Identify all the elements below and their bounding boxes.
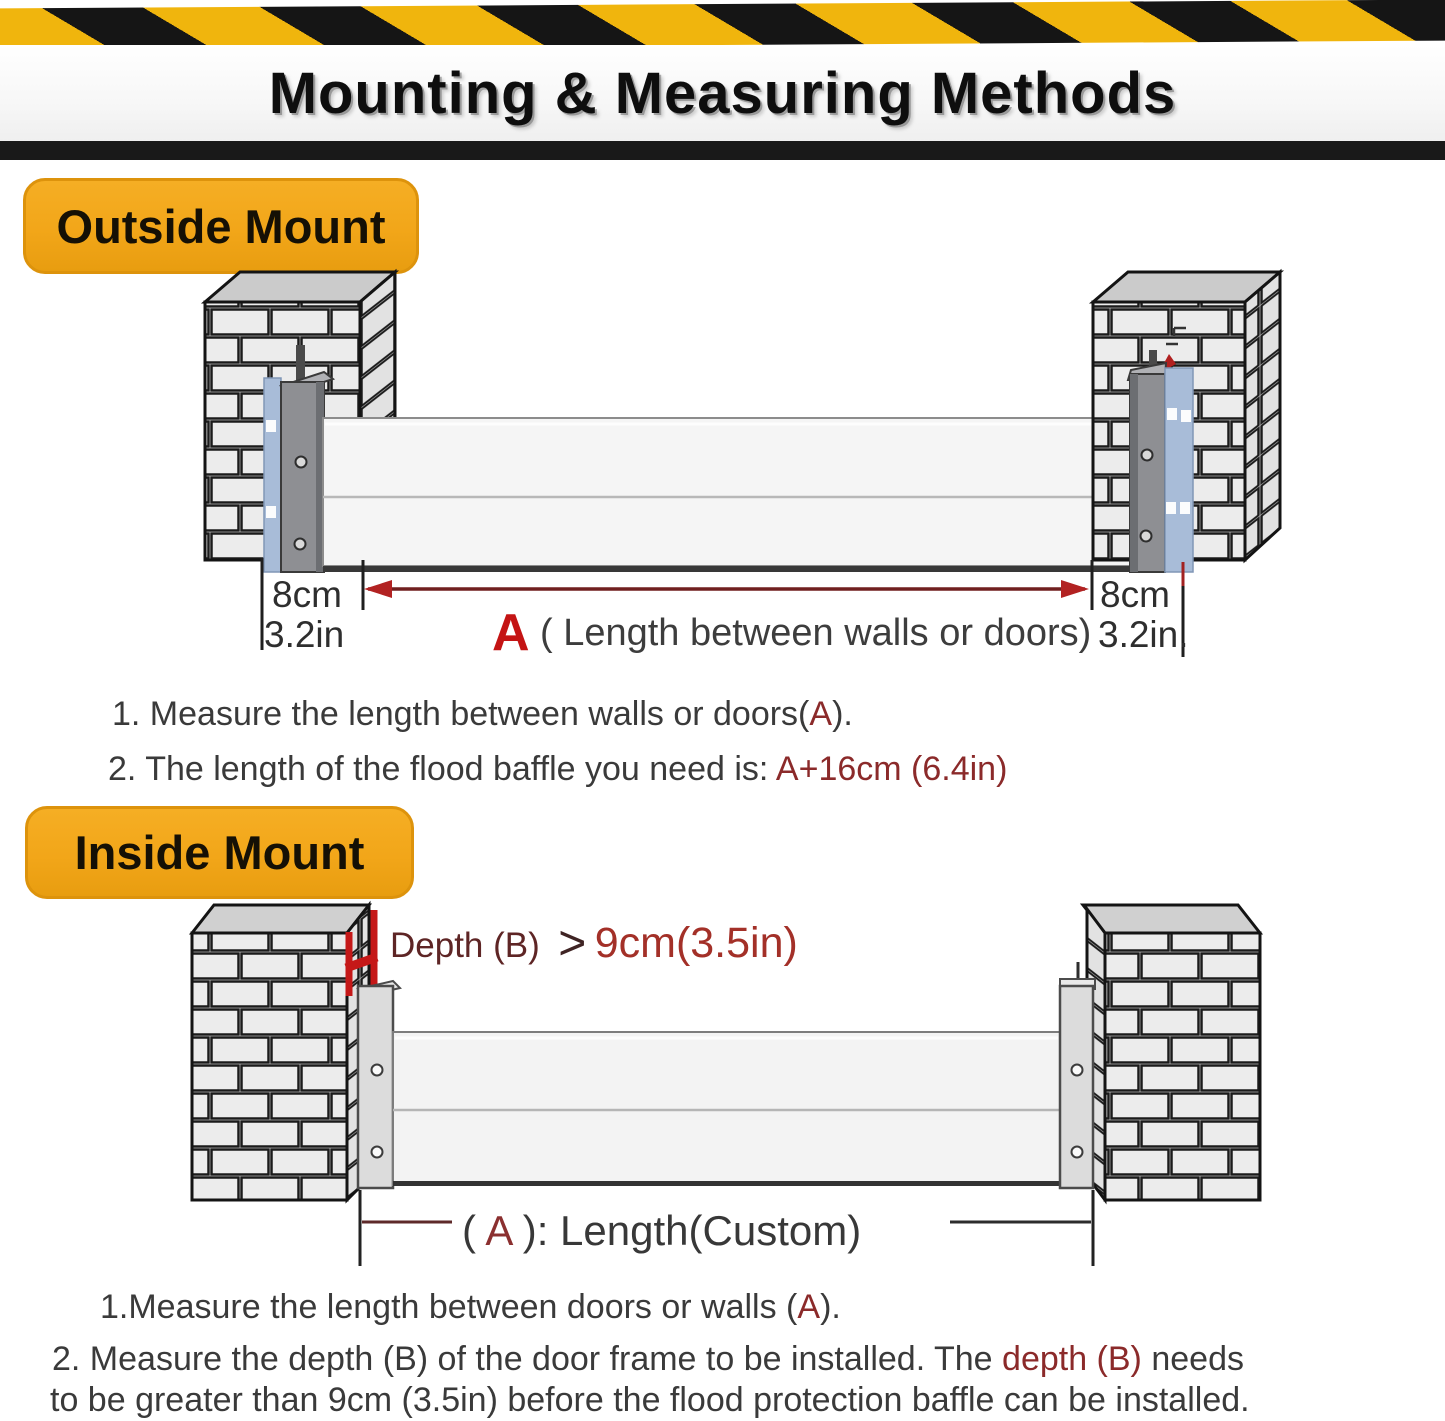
- screw-hole: [296, 457, 307, 468]
- step-text: 1. Measure the length between walls or doors(: [112, 695, 810, 733]
- span-label: ( Length between walls or doors): [540, 612, 1092, 654]
- mount-slot: [296, 345, 305, 382]
- length-rest: ): Length(Custom): [522, 1207, 862, 1254]
- screw-hole: [1072, 1147, 1083, 1158]
- depth-label: [390, 917, 798, 970]
- depth-label-text: Depth (B): [390, 926, 540, 965]
- left-seal-strip: [264, 378, 281, 572]
- step-text: ).: [832, 695, 853, 733]
- instruction-line: [112, 695, 853, 734]
- outside-mount-badge-label: Outside Mount: [56, 199, 386, 253]
- inside-mount-badge-label: Inside Mount: [74, 826, 365, 879]
- step-highlight: depth (B): [1002, 1340, 1142, 1378]
- step-text: 2. The length of the flood baffle you need is:: [108, 750, 776, 788]
- title-band: [0, 45, 1445, 141]
- title-underline-bar: [0, 141, 1445, 160]
- length-letter: A: [485, 1207, 512, 1254]
- flood-barrier-panels: [393, 1032, 1060, 1186]
- flood-barrier-panels: [323, 418, 1131, 572]
- greater-than-symbol: >: [558, 917, 587, 970]
- step-text: needs: [1141, 1340, 1244, 1378]
- instruction-line: [108, 750, 1007, 789]
- left-offset-cm: 8cm: [272, 574, 342, 615]
- page-title: Mounting & Measuring Methods: [268, 60, 1177, 126]
- depth-value: 9cm(3.5in): [594, 919, 798, 967]
- step-text: ).: [820, 1288, 841, 1326]
- step-highlight: A: [809, 695, 833, 733]
- outside-mount-diagram: [0, 265, 1445, 680]
- hazard-stripe-banner: [0, 0, 1445, 49]
- span-arrow: [364, 580, 1089, 598]
- right-seal-strip: [1165, 368, 1193, 572]
- instruction-line: [100, 1288, 841, 1327]
- right-brick-pillar: [1083, 905, 1260, 1200]
- right-offset-cm: 8cm: [1100, 574, 1170, 615]
- outside-mount-badge: [23, 178, 419, 274]
- screw-hole: [1072, 1065, 1083, 1076]
- span-letter: A: [492, 604, 530, 662]
- step-text: 2. Measure the depth (B) of the door frame to be installed. The: [52, 1340, 1003, 1378]
- screw-hole: [1141, 531, 1152, 542]
- length-label: [462, 1207, 861, 1254]
- step-text: 1.Measure the length between doors or walls (: [100, 1288, 798, 1326]
- left-brick-pillar: [192, 905, 369, 1200]
- screw-hole: [295, 539, 306, 550]
- screw-hole: [372, 1065, 383, 1076]
- step-highlight: A: [797, 1288, 821, 1326]
- right-offset-in: 3.2in.: [1098, 614, 1189, 655]
- screw-hole: [1142, 450, 1153, 461]
- instruction-line: [52, 1340, 1244, 1379]
- left-offset-in: 3.2in: [264, 614, 345, 655]
- screw-hole: [372, 1147, 383, 1158]
- inside-mount-badge: [25, 806, 414, 899]
- step-highlight: A+16cm (6.4in): [775, 750, 1008, 788]
- length-open: (: [462, 1207, 476, 1254]
- instruction-line: [50, 1381, 1250, 1420]
- right-mounting-rail: [1060, 962, 1095, 1188]
- inside-mount-diagram: [0, 895, 1445, 1295]
- right-mounting-rail: [1128, 363, 1166, 572]
- step-text: to be greater than 9cm (3.5in) before the flood protection baffle can be installed.: [50, 1381, 1250, 1419]
